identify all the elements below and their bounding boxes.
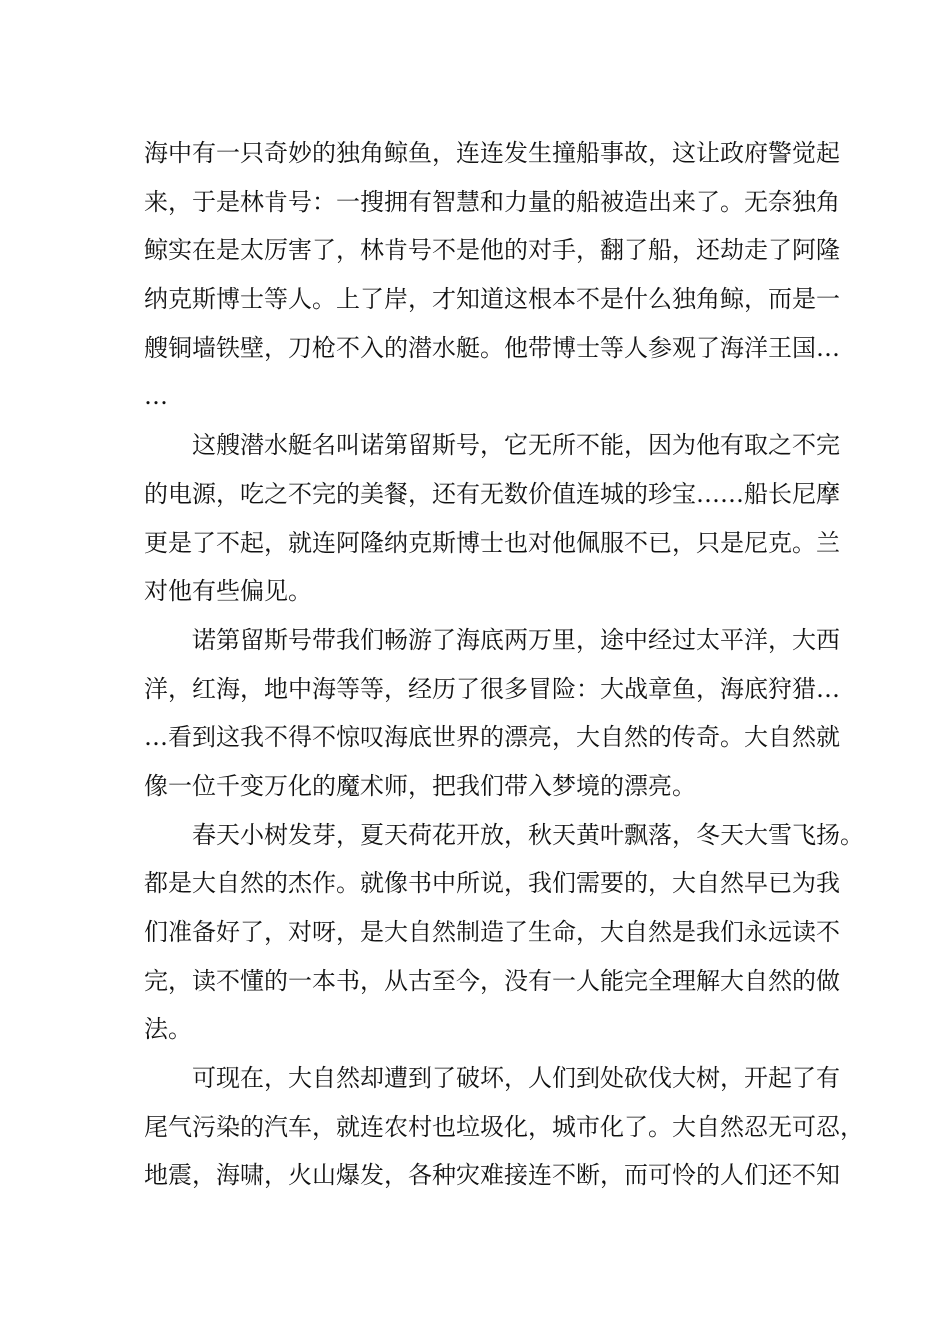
text-line: 艘铜墙铁壁，刀枪不入的潜水艇。他带博士等人参观了海洋王国… (144, 333, 840, 362)
text-line: 春天小树发芽，夏天荷花开放，秋天黄叶飘落，冬天大雪飞扬。 (192, 820, 864, 849)
text-line: 可现在，大自然却遭到了破坏，人们到处砍伐大树，开起了有 (192, 1064, 840, 1093)
text-line: 都是大自然的杰作。就像书中所说，我们需要的，大自然早已为我 (144, 869, 840, 898)
paragraph-2 (144, 421, 840, 616)
document-body (144, 129, 864, 1200)
text-line: 鲸实在是太厉害了，林肯号不是他的对手，翻了船，还劫走了阿隆 (144, 236, 840, 265)
paragraph-3 (144, 616, 840, 811)
paragraph-5 (144, 1054, 864, 1200)
paragraph-4 (144, 811, 864, 1054)
text-line: 洋，红海，地中海等等，经历了很多冒险：大战章鱼，海底狩猎… (144, 674, 840, 703)
text-line: 尾气污染的汽车，就连农村也垃圾化，城市化了。大自然忍无可忍， (144, 1112, 864, 1141)
text-line: 诺第留斯号带我们畅游了海底两万里，途中经过太平洋，大西 (192, 625, 840, 654)
text-line: 纳克斯博士等人。上了岸，才知道这根本不是什么独角鲸，而是一 (144, 285, 840, 314)
text-line: 来，于是林肯号：一搜拥有智慧和力量的船被造出来了。无奈独角 (144, 187, 840, 216)
text-line: 这艘潜水艇名叫诺第留斯号，它无所不能，因为他有取之不完 (192, 431, 840, 460)
text-line: …看到这我不得不惊叹海底世界的漂亮，大自然的传奇。大自然就 (144, 723, 840, 752)
text-line: 完，读不懂的一本书，从古至今，没有一人能完全理解大自然的做 (144, 966, 840, 995)
text-line: 更是了不起，就连阿隆纳克斯博士也对他佩服不已，只是尼克。兰 (144, 528, 840, 557)
paragraph-1 (144, 129, 840, 421)
text-line: 海中有一只奇妙的独角鲸鱼，连连发生撞船事故，这让政府警觉起 (144, 139, 840, 167)
text-line: 们准备好了，对呀，是大自然制造了生命，大自然是我们永远读不 (144, 918, 840, 946)
text-line: 地震，海啸，火山爆发，各种灾难接连不断，而可怜的人们还不知 (144, 1161, 840, 1190)
text-line: … (144, 382, 168, 411)
text-line: 像一位千变万化的魔术师，把我们带入梦境的漂亮。 (144, 771, 696, 800)
text-line: 的电源，吃之不完的美餐，还有无数价值连城的珍宝……船长尼摩 (144, 479, 840, 508)
text-line: 法。 (144, 1015, 192, 1044)
text-line: 对他有些偏见。 (144, 577, 312, 606)
